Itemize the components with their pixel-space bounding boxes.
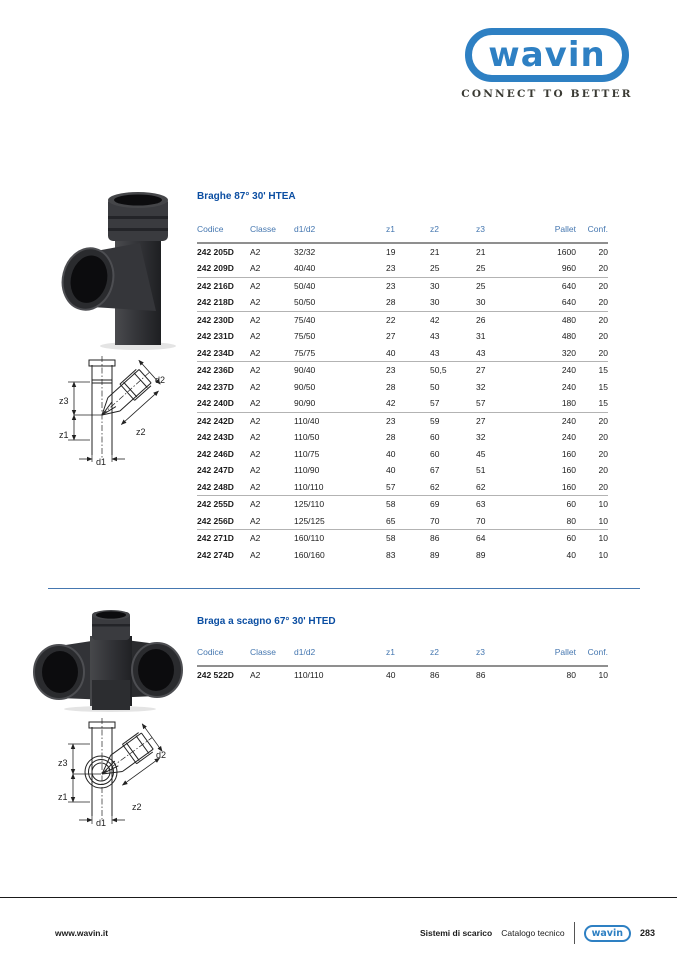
section-title-htea: Braghe 87° 30' HTEA: [197, 191, 296, 202]
table-row: [197, 362, 608, 379]
table-cell: 242 242D: [197, 415, 234, 426]
dim-label-d2: d2: [155, 375, 166, 385]
technical-diagram-corner-branch: [52, 716, 176, 828]
column-header: Conf.: [587, 224, 608, 234]
footer-website-link[interactable]: www.wavin.it: [55, 928, 109, 938]
table-cell: 40: [566, 549, 576, 560]
table-cell: 242 230D: [197, 314, 234, 325]
table-cell: 21: [430, 246, 440, 257]
table-row: [197, 345, 608, 363]
table-cell: 110/90: [294, 465, 320, 475]
product-photo-corner-branch-fitting: [32, 610, 184, 712]
table-cell: 31: [476, 331, 486, 341]
page-number: 283: [639, 928, 655, 938]
brand-tagline: CONNECT TO BETTER: [461, 88, 633, 100]
table-cell: 80: [566, 515, 576, 526]
table-cell: 40: [386, 465, 396, 475]
table-cell: 22: [386, 314, 396, 325]
table-cell: 80: [566, 669, 576, 680]
table-row: [197, 260, 608, 278]
table-cell: 26: [476, 314, 486, 325]
column-header: Conf.: [587, 647, 608, 657]
table-cell: A2: [250, 515, 261, 526]
table-cell: 242 256D: [197, 515, 234, 526]
table-cell: 90/50: [294, 381, 316, 392]
table-cell: 242 236D: [197, 365, 234, 375]
table-cell: A2: [250, 381, 261, 392]
table-cell: 25: [430, 263, 440, 273]
table-cell: 240: [561, 432, 576, 442]
table-cell: 50/50: [294, 297, 316, 307]
table-cell: A2: [250, 533, 261, 543]
table-cell: 20: [598, 481, 608, 492]
table-cell: 10: [598, 533, 608, 543]
table-cell: 60: [430, 432, 440, 442]
table-cell: 75/50: [294, 331, 316, 341]
wavin-logo-text: wavin: [488, 35, 606, 75]
table-cell: 86: [476, 669, 486, 680]
table-cell: 160: [561, 448, 576, 459]
table-cell: 58: [386, 533, 396, 543]
table-cell: 480: [561, 331, 576, 341]
table-cell: 20: [598, 465, 608, 475]
table-cell: 110/110: [294, 481, 324, 492]
table-cell: 242 218D: [197, 297, 234, 307]
table-cell: 480: [561, 314, 576, 325]
table-cell: 160: [561, 481, 576, 492]
table-cell: 242 255D: [197, 499, 234, 509]
table-cell: 320: [561, 347, 576, 358]
table-cell: 19: [386, 246, 396, 257]
column-header: z2: [430, 224, 439, 234]
table-cell: 59: [430, 415, 440, 426]
table-cell: A2: [250, 465, 261, 475]
table-cell: A2: [250, 297, 261, 307]
table-cell: 242 231D: [197, 331, 234, 341]
table-cell: 57: [386, 481, 396, 492]
dim-label-z3: z3: [58, 758, 68, 768]
column-header: z1: [386, 224, 395, 234]
footer: [0, 920, 677, 946]
table-cell: 242 216D: [197, 280, 234, 291]
table-cell: 23: [386, 415, 396, 426]
table-cell: 125/110: [294, 499, 325, 509]
column-header: Codice: [197, 224, 224, 234]
table-cell: A2: [250, 448, 261, 459]
table-cell: 28: [386, 297, 396, 307]
table-cell: 242 243D: [197, 432, 234, 442]
dim-label-d1: d1: [96, 457, 107, 467]
table-cell: 70: [476, 515, 486, 526]
table-cell: 57: [476, 398, 486, 408]
table-cell: A2: [250, 365, 261, 375]
table-row: [197, 278, 608, 295]
table-row: [197, 547, 608, 564]
table-cell: 242 246D: [197, 448, 234, 459]
table-cell: 20: [598, 415, 608, 426]
table-cell: 240: [561, 415, 576, 426]
table-cell: A2: [250, 432, 261, 442]
table-cell: 69: [430, 499, 440, 509]
table-row: [197, 446, 608, 463]
table-cell: 242 240D: [197, 398, 234, 408]
table-cell: 10: [598, 515, 608, 526]
table-cell: 62: [476, 481, 486, 492]
footer-separator: [574, 922, 575, 944]
table-cell: 40: [386, 448, 396, 459]
table-cell: 1600: [557, 246, 576, 257]
footer-wavin-logo: wavin: [584, 925, 631, 942]
table-cell: 67: [430, 465, 440, 475]
table-cell: 20: [598, 246, 608, 257]
column-header: Classe: [250, 224, 276, 234]
table-row: [197, 294, 608, 312]
table-cell: 20: [598, 448, 608, 459]
table-cell: 30: [476, 297, 486, 307]
table-cell: 240: [561, 365, 576, 375]
table-cell: 43: [430, 347, 440, 358]
table-cell: 242 247D: [197, 465, 234, 475]
table-cell: 242 522D: [197, 669, 234, 680]
table-cell: A2: [250, 347, 261, 358]
table-cell: 40: [386, 347, 396, 358]
table-cell: 50: [430, 381, 440, 392]
table-row: [197, 496, 608, 513]
table-cell: 42: [386, 398, 396, 408]
table-cell: 242 237D: [197, 381, 234, 392]
table-cell: 43: [476, 347, 486, 358]
table-cell: 75/40: [294, 314, 316, 325]
table-cell: 20: [598, 314, 608, 325]
dim-label-z3: z3: [59, 396, 69, 406]
dim-label-z2: z2: [136, 427, 146, 437]
table-cell: 110/75: [294, 448, 320, 459]
table-cell: 110/40: [294, 415, 320, 426]
table-cell: A2: [250, 415, 261, 426]
table-cell: 110/50: [294, 432, 320, 442]
table-cell: 10: [598, 669, 608, 680]
table-cell: 15: [598, 381, 608, 392]
table-cell: 28: [386, 381, 396, 392]
fittings-table-hted: [197, 645, 608, 683]
table-cell: 60: [430, 448, 440, 459]
column-header: Pallet: [554, 647, 576, 657]
table-cell: A2: [250, 398, 261, 408]
table-cell: 27: [476, 365, 486, 375]
table-cell: 23: [386, 280, 396, 291]
table-cell: 57: [430, 398, 440, 408]
table-cell: 21: [476, 246, 486, 257]
table-cell: 27: [386, 331, 396, 341]
table-cell: A2: [250, 499, 261, 509]
table-cell: 70: [430, 515, 440, 526]
table-cell: 64: [476, 533, 486, 543]
table-cell: 75/75: [294, 347, 316, 358]
section-divider: [48, 588, 640, 589]
table-cell: 15: [598, 365, 608, 375]
table-cell: 242 234D: [197, 347, 234, 358]
table-row: [197, 312, 608, 329]
column-header: Classe: [250, 647, 276, 657]
table-cell: 160: [561, 465, 576, 475]
table-cell: 65: [386, 515, 396, 526]
table-cell: 42: [430, 314, 440, 325]
table-cell: A2: [250, 263, 261, 273]
table-cell: 10: [598, 499, 608, 509]
table-cell: 20: [598, 347, 608, 358]
table-cell: 242 271D: [197, 533, 234, 543]
wavin-logo: [465, 28, 628, 82]
column-header: Pallet: [554, 224, 576, 234]
dim-label-z2: z2: [132, 802, 142, 812]
table-cell: 89: [476, 549, 486, 560]
column-header: z1: [386, 647, 395, 657]
table-cell: 242 274D: [197, 549, 234, 560]
table-cell: 25: [476, 263, 486, 273]
section-title-hted: Braga a scagno 67° 30' HTED: [197, 616, 336, 627]
column-header: z3: [476, 224, 485, 234]
table-cell: 40/40: [294, 263, 316, 273]
table-cell: 43: [430, 331, 440, 341]
dim-label-d2: d2: [156, 750, 167, 760]
table-row: [197, 462, 608, 479]
table-cell: 27: [476, 415, 486, 426]
table-cell: A2: [250, 246, 261, 257]
technical-diagram-tee: [52, 352, 176, 467]
table-row: [197, 530, 608, 547]
table-cell: 23: [386, 263, 396, 273]
table-row: [197, 479, 608, 497]
table-cell: 62: [430, 481, 440, 492]
column-header: z3: [476, 647, 485, 657]
table-cell: 640: [561, 280, 576, 291]
dim-label-z1: z1: [58, 792, 68, 802]
table-cell: 90/40: [294, 365, 316, 375]
table-cell: A2: [250, 481, 261, 492]
footer-right-group: [420, 920, 655, 946]
table-row: [197, 395, 608, 413]
table-cell: 58: [386, 499, 396, 509]
column-header: d1/d2: [294, 647, 316, 657]
table-row: [197, 379, 608, 396]
table-cell: 240: [561, 381, 576, 392]
table-cell: 960: [561, 263, 576, 273]
table-cell: 23: [386, 365, 396, 375]
table-cell: 125/125: [294, 515, 325, 526]
table-cell: 32/32: [294, 246, 316, 257]
table-cell: 160/110: [294, 533, 325, 543]
dim-label-d1: d1: [96, 818, 107, 828]
table-cell: 20: [598, 263, 608, 273]
table-row: [197, 429, 608, 446]
table-cell: 160/160: [294, 549, 325, 560]
footer-series-label: Sistemi di scarico: [419, 928, 493, 938]
table-cell: 86: [430, 533, 440, 543]
table-cell: 51: [476, 465, 486, 475]
table-row: [197, 413, 608, 430]
table-cell: 30: [430, 297, 440, 307]
table-cell: A2: [250, 549, 261, 560]
table-cell: 110/110: [294, 669, 324, 680]
table-cell: 32: [476, 432, 486, 442]
table-row: [197, 513, 608, 531]
table-cell: 640: [561, 297, 576, 307]
table-cell: 32: [476, 381, 486, 392]
table-cell: 10: [598, 549, 608, 560]
table-cell: A2: [250, 331, 261, 341]
table-cell: 89: [430, 549, 440, 560]
table-row: [197, 328, 608, 345]
table-cell: 15: [598, 398, 608, 408]
table-cell: 28: [386, 432, 396, 442]
table-cell: 30: [430, 280, 440, 291]
table-cell: 86: [430, 669, 440, 680]
dim-label-z1: z1: [59, 430, 69, 440]
table-cell: 40: [386, 669, 396, 680]
product-photo-tee-fitting: [58, 183, 186, 351]
table-cell: A2: [250, 314, 261, 325]
brand-header: [452, 28, 642, 100]
table-row: [197, 667, 608, 684]
table-header-row: [197, 222, 608, 244]
table-cell: 45: [476, 448, 486, 459]
table-cell: 60: [566, 533, 576, 543]
column-header: Codice: [197, 647, 224, 657]
table-cell: 180: [561, 398, 576, 408]
footer-rule: [0, 897, 677, 898]
table-cell: A2: [250, 280, 261, 291]
table-cell: 20: [598, 432, 608, 442]
table-cell: 242 209D: [197, 263, 234, 273]
table-cell: 20: [598, 280, 608, 291]
table-cell: 242 205D: [197, 246, 234, 257]
table-cell: 60: [566, 499, 576, 509]
table-header-row: [197, 645, 608, 667]
table-row: [197, 244, 608, 261]
table-cell: A2: [250, 669, 261, 680]
fittings-table-htea: [197, 222, 608, 563]
table-cell: 63: [476, 499, 486, 509]
table-cell: 50/40: [294, 280, 316, 291]
table-cell: 242 248D: [197, 481, 234, 492]
footer-catalog-label: Catalogo tecnico: [501, 928, 565, 938]
table-cell: 25: [476, 280, 486, 291]
table-cell: 90/90: [294, 398, 316, 408]
column-header: z2: [430, 647, 439, 657]
table-cell: 20: [598, 331, 608, 341]
table-cell: 50,5: [430, 365, 447, 375]
table-cell: 20: [598, 297, 608, 307]
table-cell: 83: [386, 549, 396, 560]
column-header: d1/d2: [294, 224, 316, 234]
